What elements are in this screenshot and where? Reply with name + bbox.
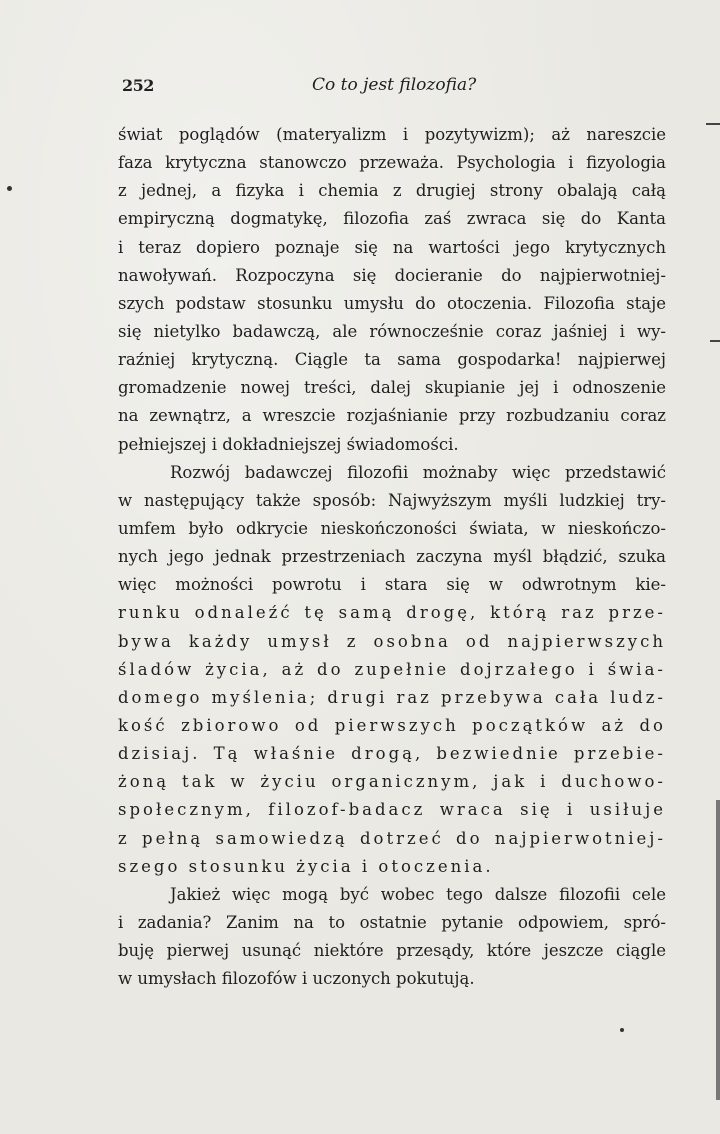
text-line: faza krytyczna stanowczo przeważa. Psychologia i fizyologia (118, 153, 666, 173)
text-line: dzisiaj. Tą właśnie drogą, bezwiednie przebie- (118, 744, 666, 764)
page-edge-shadow (716, 800, 720, 1100)
text-line: w następujący także sposób: Najwyższym myśli ludzkiej try- (118, 490, 666, 510)
ink-speck (620, 1028, 624, 1032)
text-line: żoną tak w życiu organicznym, jak i duchowo- (118, 772, 666, 792)
text-line: szego stosunku życia i otoczenia. (118, 856, 494, 876)
text-line: w umysłach filozofów i uczonych pokutują. (118, 969, 475, 989)
text-line: z jednej, a fizyka i chemia z drugiej strony obalają całą (118, 181, 666, 201)
body-text (118, 121, 666, 993)
text-line: szych podstaw stosunku umysłu do otoczenia. Filozofia staje (118, 293, 666, 313)
text-line: nawoływań. Rozpoczyna się docieranie do najpierwotniej- (118, 265, 666, 285)
text-line: raźniej krytyczną. Ciągle ta sama gospodarka! najpierwej (118, 350, 666, 370)
text-line: Jakież więc mogą być wobec tego dalsze filozofii cele (170, 884, 666, 904)
margin-mark (710, 340, 720, 342)
text-line: i teraz dopiero poznaje się na wartości jego krytycznych (118, 237, 666, 257)
text-line: nych jego jednak przestrzeniach zaczyna myśl błądzić, szuka (118, 547, 666, 567)
text-line: umfem było odkrycie nieskończoności świata, w nieskończo- (118, 518, 666, 538)
text-line: empiryczną dogmatykę, filozofia zaś zwraca się do Kanta (118, 209, 666, 229)
text-line: runku odnaleźć tę samą drogę, którą raz prze- (118, 603, 666, 623)
text-line: na zewnątrz, a wreszcie rozjaśnianie przy rozbudzaniu coraz (118, 406, 666, 426)
text-line: pełniejszej i dokładniejszej świadomości. (118, 434, 459, 454)
ink-speck (7, 186, 12, 191)
text-line: się nietylko badawczą, ale równocześnie coraz jaśniej i wy- (118, 321, 666, 341)
text-line: więc możności powrotu i stara się w odwrotnym kie- (118, 575, 666, 595)
page-number: 252 (122, 76, 154, 95)
text-line: kość zbiorowo od pierwszych początków aż do (118, 715, 666, 735)
margin-mark (706, 123, 720, 125)
text-line: bywa każdy umysł z osobna od najpierwszych (118, 631, 666, 651)
page-header (122, 72, 682, 96)
running-title: Co to jest filozofia? (312, 75, 477, 95)
text-line: świat poglądów (materyalizm i pozytywizm); aż nareszcie (118, 125, 666, 144)
text-line: Rozwój badawczej filozofii możnaby więc przedstawić (170, 462, 666, 482)
text-line: domego myślenia; drugi raz przebywa cała ludz- (118, 687, 666, 707)
text-line: i zadania? Zanim na to ostatnie pytanie odpowiem, spró- (118, 912, 666, 932)
text-line: społecznym, filozof-badacz wraca się i usiłuje (118, 800, 666, 820)
text-line: buję pierwej usunąć niektóre przesądy, które jeszcze ciągle (118, 941, 666, 961)
text-line: gromadzenie nowej treści, dalej skupianie jej i odnoszenie (118, 378, 666, 398)
text-line: śladów życia, aż do zupełnie dojrzałego i świa- (118, 659, 666, 679)
text-line: z pełną samowiedzą dotrzeć do najpierwotniej- (118, 828, 666, 848)
